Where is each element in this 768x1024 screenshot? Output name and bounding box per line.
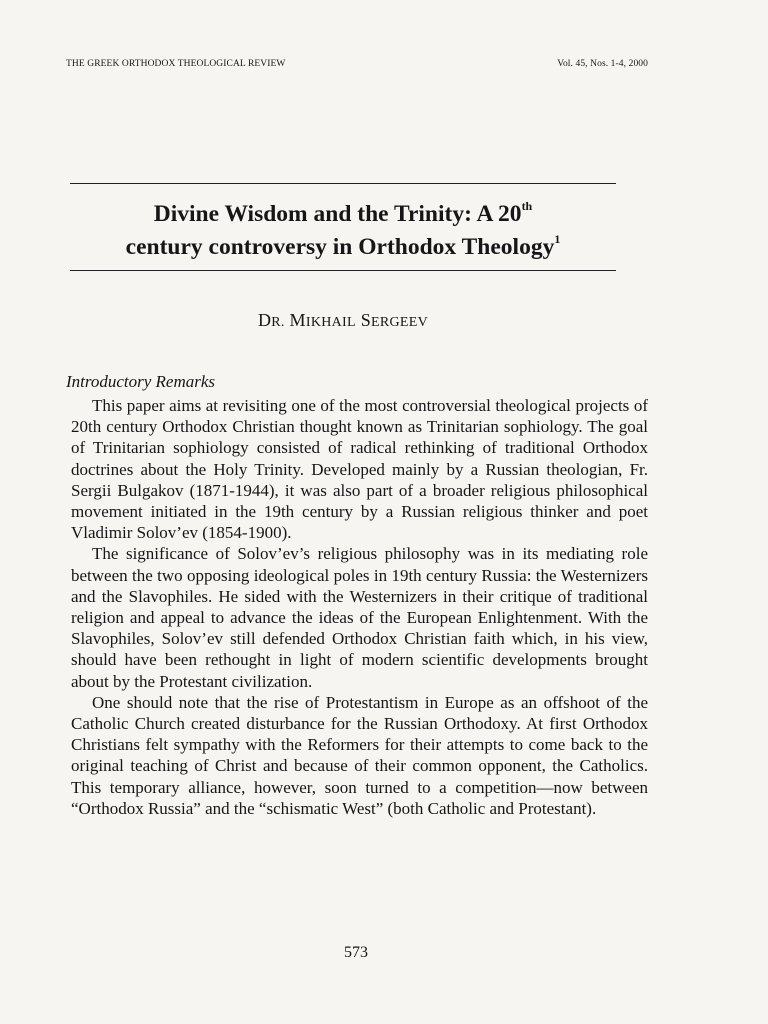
title-line-2: century controversy in Orthodox Theology$^1$ — [125, 232, 561, 260]
section-heading: Introductory Remarks — [66, 372, 216, 391]
paragraph: One should note that the rise of Protestantism in Europe as an offshoot of the Catholic Church created disturbance for the Russian Orthodoxy. At first Orthodox Christians felt sympathy with the Reformers for their attempts to come back to the original teaching of Christ and because of their common opponent, the Catholics. This temporary alliance, however, soon turned to a competition—now between “Orthodox Russia” and the “schismatic West” (both Catholic and Protestant). — [71, 692, 648, 818]
footnote-marker: 1 — [554, 232, 561, 246]
paragraph: The significance of Solov’ev’s religious philosophy was in its mediating role between the two opposing ideological poles in 19th century Russia: the Westernizers and the Slavophiles. He sided with the Westernizers in their critique of traditional religion and appeal to advance the ideas of the European Enlightenment. With the Slavophiles, Solov’ev still defended Orthodox Christian faith which, in his view, should have been rethought in light of modern scientific developments brought about by the Protestant civilization. — [71, 544, 648, 691]
body-text — [71, 395, 648, 819]
journal-name: THE GREEK ORTHODOX THEOLOGICAL REVIEW — [66, 59, 286, 69]
page-number: 573 — [344, 944, 368, 961]
title-line-1: Divine Wisdom and the Trinity: A 20th — [153, 199, 533, 227]
title-bottom-rule — [70, 270, 616, 271]
author-name: DR. MIKHAIL SERGEEV — [257, 310, 429, 330]
title-superscript: th — [521, 199, 533, 213]
volume-info: Vol. 45, Nos. 1-4, 2000 — [557, 59, 648, 69]
article-title — [60, 198, 626, 264]
paragraph: This paper aims at revisiting one of the most controversial theological projects of 20th century Orthodox Christian thought known as Trinitarian sophiology. The goal of Trinitarian sophiology consisted of radical rethinking of traditional Orthodox doctrines about the Holy Trinity. Developed mainly by a Russian theologian, Fr. Sergii Bulgakov (1871-1944), it was also part of a broader religious philosophical movement initiated in the 19th century by a Russian religious thinker and poet Vladimir Solov’ev (1854-1900). — [71, 396, 648, 543]
title-top-rule — [70, 183, 616, 184]
